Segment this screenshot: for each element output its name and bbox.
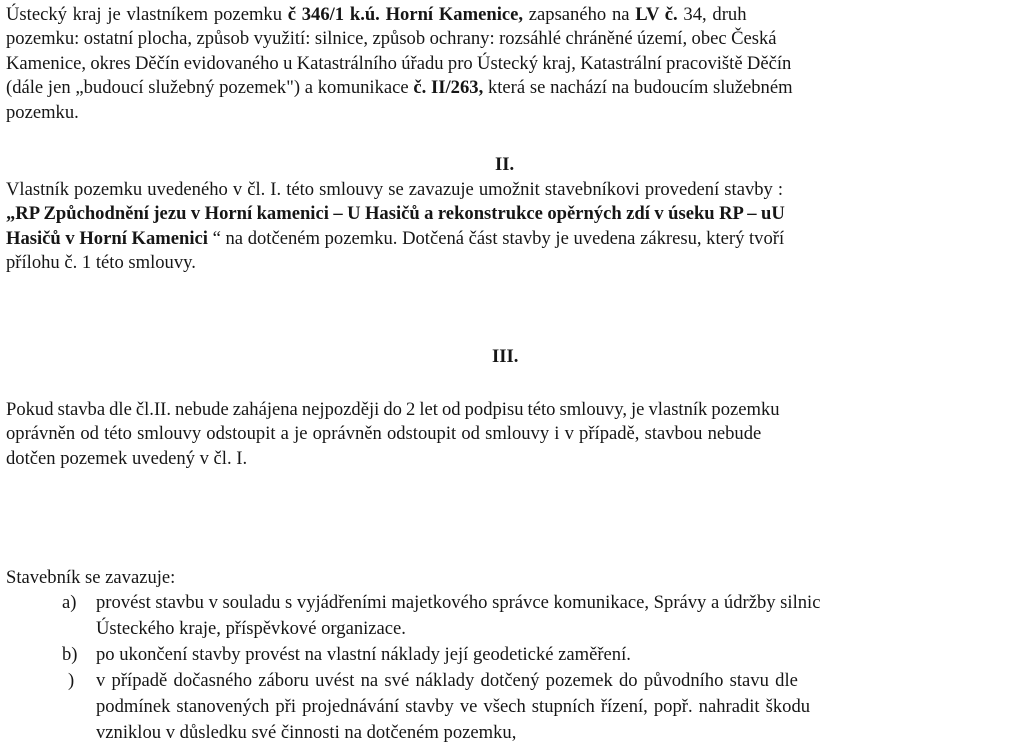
list-line: v případě dočasného záboru uvést na své náklady dotčený pozemek do původního stavu dle <box>96 670 798 691</box>
text-run: Ústecký kraj je vlastníkem pozemku <box>6 4 288 25</box>
road-reference: č. II/263, <box>413 77 484 99</box>
paragraph-line: oprávněn od této smlouvy odstoupit a je oprávněn odstoupit od smlouvy i v případě, stavbou nebude <box>6 423 762 445</box>
construction-title-line: „RP Způchodnění jezu v Horní kamenici – U Hasičů a rekonstrukce opěrných zdí v úseku RP – uU <box>6 203 785 225</box>
section-iii-paragraph <box>6 398 1020 471</box>
paragraph-line: Pokud stavba dle čl.II. nebude zahájena nejpozději do 2 let od podpisu této smlouvy, je vlastník pozemku <box>6 399 780 420</box>
text-run: 34, druh <box>677 4 747 25</box>
paragraph-line: dotčen pozemek uvedený v čl. I. <box>6 447 248 469</box>
parcel-reference: č 346/1 k.ú. Horní Kamenice, <box>287 4 524 25</box>
paragraph-line: Vlastník pozemku uvedeného v čl. I. této smlouvy se zavazuje umožnit stavebníkovi provedení stavby : <box>6 179 784 200</box>
paragraph-line: Kamenice, okres Děčín evidovaného u Katastrálního úřadu pro Ústecký kraj, Katastrální pracoviště Děčín <box>6 52 792 74</box>
list-item-text <box>96 642 1018 668</box>
text-run: “ na dotčeném pozemku. Dotčená část stavby je uvedena zákresu, který tvoří <box>207 227 785 249</box>
list-line: Ústeckého kraje, příspěvkové organizace. <box>96 618 406 639</box>
section-ii-paragraph <box>6 178 1020 276</box>
paragraph-line: pozemku. <box>6 101 79 123</box>
paragraph-line <box>6 76 1020 100</box>
section-heading-iii: III. <box>492 346 519 367</box>
list-line: provést stavbu v souladu s vyjádřeními majetkového správce komunikace, Správy a údržby silnic <box>96 592 821 613</box>
paragraph-line: pozemku: ostatní plocha, způsob využití: silnice, způsob ochrany: rozsáhlé chráněné území, obec Česká <box>6 28 777 50</box>
paragraph-line <box>6 3 1020 27</box>
lv-reference: LV č. <box>635 4 678 25</box>
list-marker: ) <box>68 670 75 691</box>
section-i-paragraph <box>6 3 1020 125</box>
construction-title-end: Hasičů v Horní Kamenici <box>6 227 208 249</box>
list-line: podmínek stanovených při projednávání stavby ve všech stupních řízení, popř. nahradit škodu <box>96 696 811 717</box>
paragraph-line <box>6 227 1020 251</box>
list-line: vzniklou v důsledku své činnosti na dotčeném pozemku, <box>96 722 517 743</box>
list-marker: a) <box>62 592 77 613</box>
list-item-text <box>96 590 1018 642</box>
obligations-intro: Stavebník se zavazuje: <box>6 567 176 588</box>
text-run: která se nachází na budoucím služebném <box>483 77 793 99</box>
list-marker: b) <box>62 644 78 665</box>
text-run: (dále jen „budoucí služebný pozemek") a komunikace <box>6 77 414 99</box>
paragraph-line: přílohu č. 1 této smlouvy. <box>6 252 196 274</box>
list-item-text <box>96 668 1018 746</box>
section-heading-ii: II. <box>495 154 515 175</box>
list-line: po ukončení stavby provést na vlastní náklady její geodetické zaměření. <box>96 644 631 665</box>
text-run: zapsaného na <box>523 4 636 25</box>
